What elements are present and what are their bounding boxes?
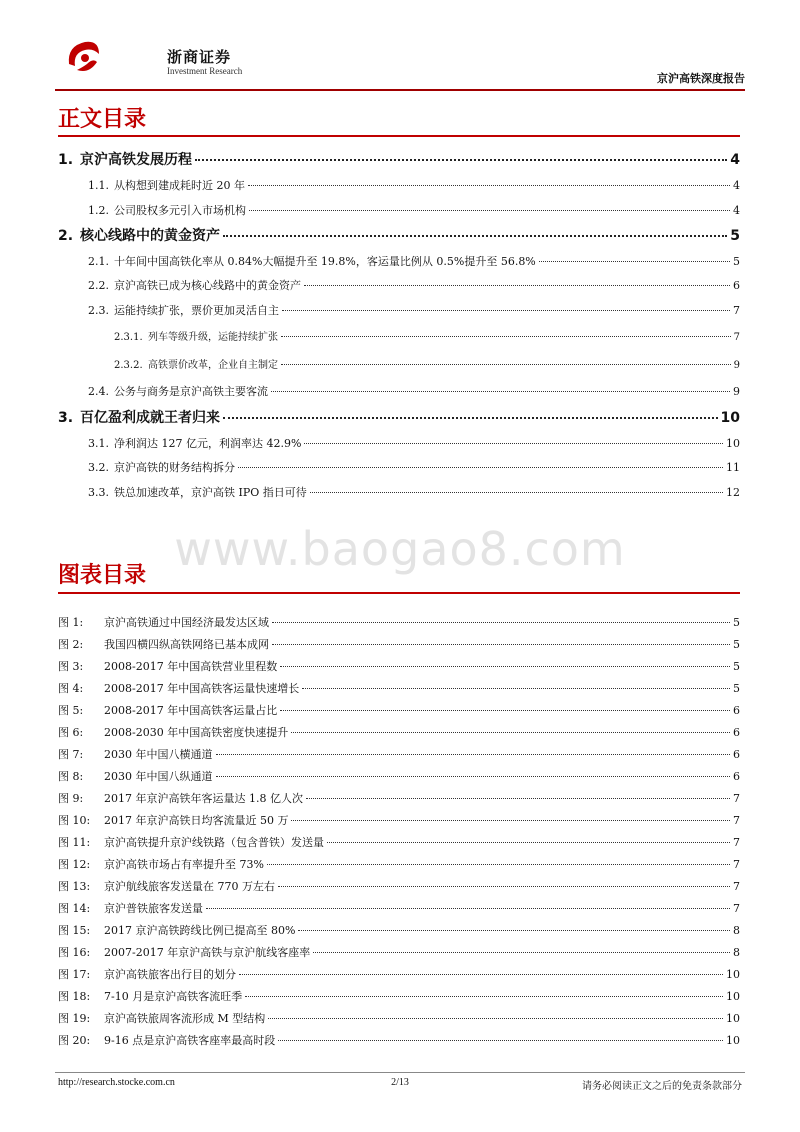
- figure-caption: 2007-2017 年京沪高铁与京沪航线客座率: [104, 946, 311, 959]
- figure-entry-1[interactable]: [58, 614, 740, 630]
- company-name: 浙商证券: [167, 48, 232, 66]
- dot-leader: [238, 467, 723, 468]
- dot-leader: [539, 261, 730, 262]
- figure-caption: 2017 京沪高铁跨线比例已提高至 80%: [104, 924, 296, 937]
- dot-leader: [267, 864, 730, 865]
- figure-number: 图 7:: [58, 748, 84, 761]
- dot-leader: [239, 974, 723, 975]
- footer-divider: [55, 1072, 745, 1073]
- figure-caption: 京沪普铁旅客发送量: [104, 902, 203, 915]
- figure-caption: 我国四横四纵高铁网络已基本成网: [104, 638, 269, 651]
- figure-entry-7[interactable]: [58, 746, 740, 762]
- toc-entry-text: 列车等级升级，运能持续扩张: [148, 332, 278, 343]
- toc-entry-page: 9: [733, 360, 740, 371]
- figure-number: 图 14:: [58, 902, 91, 915]
- dot-leader: [268, 1018, 723, 1019]
- figure-caption: 京沪高铁旅周客流形成 M 型结构: [104, 1012, 266, 1025]
- toc-entry-2-3[interactable]: [88, 302, 740, 318]
- dot-leader: [248, 185, 730, 186]
- toc-entry-text: 铁总加速改革，京沪高铁 IPO 指日可待: [114, 486, 307, 499]
- dot-leader: [195, 159, 727, 161]
- figures-title: 图表目录: [58, 563, 147, 588]
- dot-leader: [271, 391, 730, 392]
- figure-page: 6: [733, 748, 740, 761]
- toc-entry-1[interactable]: [58, 149, 740, 169]
- figure-number: 图 11:: [58, 836, 91, 849]
- toc-entry-text: 从构想到建成耗时近 20 年: [114, 179, 245, 192]
- figure-number: 图 4:: [58, 682, 84, 695]
- toc-entry-page: 4: [733, 204, 740, 217]
- toc-entry-2-3-1[interactable]: [114, 328, 740, 343]
- figure-number: 图 1:: [58, 616, 84, 629]
- header-divider: [55, 89, 745, 91]
- dot-leader: [223, 235, 727, 237]
- toc-entry-number: 3.2.: [88, 461, 109, 474]
- figure-entry-2[interactable]: [58, 636, 740, 652]
- toc-entry-page: 11: [726, 461, 740, 474]
- figure-entry-5[interactable]: [58, 702, 740, 718]
- figure-number: 图 17:: [58, 968, 91, 981]
- toc-entry-page: 5: [733, 255, 740, 268]
- dot-leader: [306, 798, 730, 799]
- figure-caption: 9-16 点是京沪高铁客座率最高时段: [104, 1034, 276, 1047]
- dot-leader: [281, 336, 731, 337]
- figure-entry-16[interactable]: [58, 944, 740, 960]
- dot-leader: [313, 952, 730, 953]
- figure-page: 10: [726, 1034, 740, 1047]
- toc-entry-2-3-2[interactable]: [114, 356, 740, 371]
- figure-entry-19[interactable]: [58, 1010, 740, 1026]
- dot-leader: [216, 754, 731, 755]
- toc-entry-page: 4: [730, 152, 740, 168]
- dot-leader: [327, 842, 730, 843]
- figure-page: 5: [733, 660, 740, 673]
- toc-entry-2-2[interactable]: [88, 277, 740, 293]
- toc-entry-text: 高铁票价改革，企业自主制定: [148, 360, 278, 371]
- figure-caption: 2008-2030 年中国高铁密度快速提升: [104, 726, 289, 739]
- toc-entry-3-2[interactable]: [88, 459, 740, 475]
- toc-entry-page: 7: [733, 304, 740, 317]
- toc-entry-text: 京沪高铁发展历程: [80, 152, 192, 168]
- footer-page-number: 2/13: [391, 1077, 409, 1088]
- toc-entry-text: 净利润达 127 亿元，利润率达 42.9%: [114, 437, 302, 450]
- toc-entry-3[interactable]: [58, 407, 740, 427]
- toc-entry-number: 3.1.: [88, 437, 109, 450]
- figure-caption: 京沪高铁提升京沪线铁路（包含普铁）发送量: [104, 836, 324, 849]
- figure-caption: 京沪航线旅客发送量在 770 万左右: [104, 880, 275, 893]
- dot-leader: [298, 930, 730, 931]
- dot-leader: [272, 622, 730, 623]
- figure-caption: 2017 年京沪高铁年客运量达 1.8 亿人次: [104, 792, 303, 805]
- toc-entry-2-4[interactable]: [88, 383, 740, 399]
- toc-entry-page: 5: [730, 228, 740, 244]
- toc-entry-text: 京沪高铁已成为核心线路中的黄金资产: [114, 279, 301, 292]
- figure-number: 图 9:: [58, 792, 84, 805]
- figure-number: 图 8:: [58, 770, 84, 783]
- toc-entry-number: 1.1.: [88, 179, 109, 192]
- figure-page: 8: [733, 946, 740, 959]
- figure-caption: 2017 年京沪高铁日均客流量近 50 万: [104, 814, 289, 827]
- figures-title-rule: [58, 592, 740, 594]
- figure-page: 7: [733, 814, 740, 827]
- figure-entry-11[interactable]: [58, 834, 740, 850]
- figure-page: 7: [733, 792, 740, 805]
- toc-entry-text: 京沪高铁的财务结构拆分: [114, 461, 235, 474]
- dot-leader: [216, 776, 731, 777]
- figure-page: 10: [726, 990, 740, 1003]
- toc-entry-text: 公务与商务是京沪高铁主要客流: [114, 385, 268, 398]
- dot-leader: [272, 644, 730, 645]
- footer-disclaimer: 请务必阅读正文之后的免责条款部分: [582, 1081, 742, 1092]
- figure-caption: 京沪高铁市场占有率提升至 73%: [104, 858, 264, 871]
- toc-entry-number: 1.2.: [88, 204, 109, 217]
- figure-page: 7: [733, 902, 740, 915]
- toc-entry-page: 4: [733, 179, 740, 192]
- dot-leader: [278, 886, 730, 887]
- toc-entry-number: 1.: [58, 152, 74, 168]
- toc-entry-number: 2.3.1.: [114, 332, 143, 343]
- figure-page: 6: [733, 726, 740, 739]
- toc-title-rule: [58, 135, 740, 137]
- toc-entry-2-1[interactable]: [88, 253, 740, 269]
- figure-page: 7: [733, 880, 740, 893]
- figure-number: 图 18:: [58, 990, 91, 1003]
- figure-entry-3[interactable]: [58, 658, 740, 674]
- dot-leader: [245, 996, 723, 997]
- figure-entry-15[interactable]: [58, 922, 740, 938]
- figure-caption: 2008-2017 年中国高铁营业里程数: [104, 660, 278, 673]
- figure-page: 6: [733, 770, 740, 783]
- toc-title: 正文目录: [58, 107, 147, 132]
- toc-entry-number: 2.3.2.: [114, 360, 143, 371]
- company-subtitle: Investment Research: [167, 66, 243, 76]
- figure-caption: 2008-2017 年中国高铁客运量快速增长: [104, 682, 300, 695]
- dot-leader: [278, 1040, 723, 1041]
- figure-entry-6[interactable]: [58, 724, 740, 740]
- dot-leader: [206, 908, 730, 909]
- figure-entry-13[interactable]: [58, 878, 740, 894]
- figure-entry-8[interactable]: [58, 768, 740, 784]
- dot-leader: [302, 688, 730, 689]
- figure-number: 图 20:: [58, 1034, 91, 1047]
- dot-leader: [249, 210, 730, 211]
- toc-entry-number: 3.: [58, 410, 74, 426]
- dot-leader: [304, 285, 730, 286]
- figure-caption: 2008-2017 年中国高铁客运量占比: [104, 704, 278, 717]
- figure-caption: 2030 年中国八纵通道: [104, 770, 213, 783]
- figure-page: 5: [733, 616, 740, 629]
- toc-entry-number: 2.3.: [88, 304, 109, 317]
- figure-number: 图 10:: [58, 814, 91, 827]
- figure-page: 6: [733, 704, 740, 717]
- toc-entry-number: 2.2.: [88, 279, 109, 292]
- toc-entry-text: 核心线路中的黄金资产: [80, 228, 220, 244]
- dot-leader: [223, 417, 718, 419]
- toc-entry-text: 百亿盈利成就王者归来: [80, 410, 220, 426]
- figure-caption: 7-10 月是京沪高铁客流旺季: [104, 990, 243, 1003]
- figure-entry-10[interactable]: [58, 812, 740, 828]
- watermark: www.baogao8.com: [174, 522, 626, 576]
- figure-entry-17[interactable]: [58, 966, 740, 982]
- figure-number: 图 16:: [58, 946, 91, 959]
- toc-entry-number: 3.3.: [88, 486, 109, 499]
- toc-entry-number: 2.: [58, 228, 74, 244]
- toc-entry-page: 10: [720, 410, 740, 426]
- toc-entry-text: 公司股权多元引入市场机构: [114, 204, 246, 217]
- figure-page: 7: [733, 858, 740, 871]
- toc-entry-page: 12: [726, 486, 740, 499]
- figure-page: 10: [726, 1012, 740, 1025]
- figure-entry-12[interactable]: [58, 856, 740, 872]
- figure-caption: 京沪高铁旅客出行目的划分: [104, 968, 236, 981]
- toc-entry-number: 2.1.: [88, 255, 109, 268]
- footer-url-link[interactable]: http://research.stocke.com.cn: [58, 1077, 175, 1088]
- figure-page: 7: [733, 836, 740, 849]
- figure-number: 图 13:: [58, 880, 91, 893]
- figure-page: 8: [733, 924, 740, 937]
- toc-entry-3-1[interactable]: [88, 435, 740, 451]
- toc-entry-page: 9: [733, 385, 740, 398]
- figure-number: 图 2:: [58, 638, 84, 651]
- figure-page: 10: [726, 968, 740, 981]
- company-logo-icon: [63, 36, 103, 76]
- dot-leader: [291, 732, 730, 733]
- figure-entry-4[interactable]: [58, 680, 740, 696]
- figure-number: 图 19:: [58, 1012, 91, 1025]
- dot-leader: [291, 820, 730, 821]
- figure-number: 图 12:: [58, 858, 91, 871]
- figure-number: 图 15:: [58, 924, 91, 937]
- page-header: [55, 36, 745, 88]
- figure-number: 图 3:: [58, 660, 84, 673]
- toc-entry-text: 运能持续扩张，票价更加灵活自主: [114, 304, 279, 317]
- toc-entry-3-3[interactable]: [88, 484, 740, 500]
- figure-entry-20[interactable]: [58, 1032, 740, 1048]
- toc-entry-page: 6: [733, 279, 740, 292]
- figure-entry-9[interactable]: [58, 790, 740, 806]
- dot-leader: [281, 364, 731, 365]
- toc-entry-page: 10: [726, 437, 740, 450]
- dot-leader: [280, 666, 730, 667]
- toc-entry-1-1[interactable]: [88, 177, 740, 193]
- toc-entry-2[interactable]: [58, 225, 740, 245]
- figure-caption: 2030 年中国八横通道: [104, 748, 213, 761]
- figure-caption: 京沪高铁通过中国经济最发达区域: [104, 616, 269, 629]
- figure-page: 5: [733, 638, 740, 651]
- figure-entry-14[interactable]: [58, 900, 740, 916]
- figure-number: 图 6:: [58, 726, 84, 739]
- toc-entry-page: 7: [733, 332, 740, 343]
- toc-entry-text: 十年间中国高铁化率从 0.84%大幅提升至 19.8%，客运量比例从 0.5%提升至 56.8%: [114, 255, 536, 268]
- dot-leader: [304, 443, 723, 444]
- toc-entry-1-2[interactable]: [88, 202, 740, 218]
- figure-page: 5: [733, 682, 740, 695]
- dot-leader: [282, 310, 730, 311]
- dot-leader: [310, 492, 723, 493]
- report-title: 京沪高铁深度报告: [657, 72, 745, 85]
- dot-leader: [280, 710, 730, 711]
- toc-entry-number: 2.4.: [88, 385, 109, 398]
- figure-entry-18[interactable]: [58, 988, 740, 1004]
- figure-number: 图 5:: [58, 704, 84, 717]
